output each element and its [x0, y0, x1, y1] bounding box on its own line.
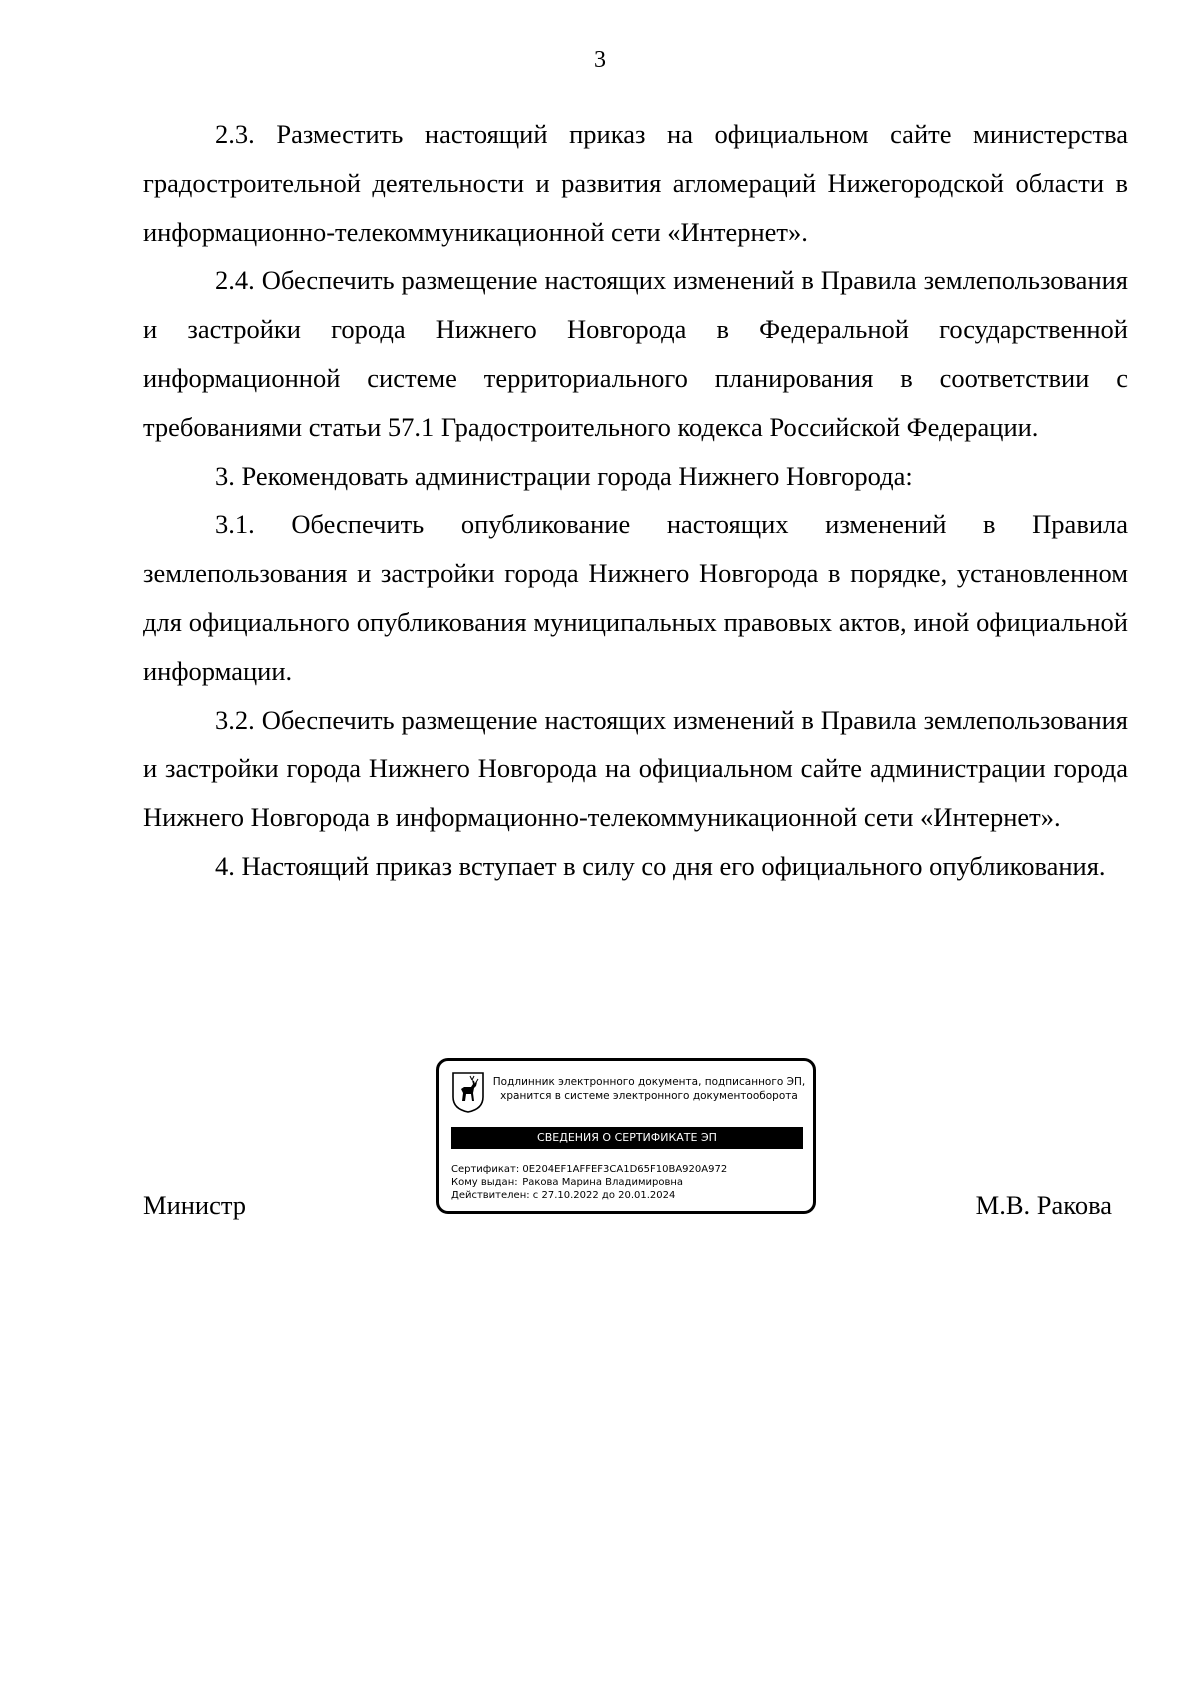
- document-body: [143, 110, 1128, 891]
- paragraph-4: 4. Настоящий приказ вступает в силу со дня его официального опубликования.: [215, 850, 1106, 881]
- certificate-label: Сертификат:: [451, 1164, 520, 1175]
- signatory-name: М.В. Ракова: [975, 1190, 1112, 1220]
- stamp-header-line-1: Подлинник электронного документа, подписанного ЭП,: [492, 1076, 806, 1088]
- paragraph-3-1: 3.1. Обеспечить опубликование настоящих изменений в Правила землепользования и застройки города Нижнего Новгорода в порядке, установленном для официального опубликования муниципальных правовых актов, иной официальной информации.: [143, 509, 1128, 686]
- stamp-row-certificate: [451, 1163, 811, 1176]
- stamp-row-owner: [451, 1176, 811, 1189]
- owner-label: Кому выдан:: [451, 1177, 518, 1188]
- stamp-header: [489, 1075, 809, 1103]
- paragraph-2-4: 2.4. Обеспечить размещение настоящих изменений в Правила землепользования и застройки города Нижнего Новгорода в Федеральной государственной информационной системе территориального планирования в соответствии с требованиями статьи 57.1 Градостроительного кодекса Российской Федерации.: [143, 265, 1128, 442]
- signatory-role: Министр: [143, 1190, 247, 1220]
- stamp-certificate-bar: СВЕДЕНИЯ О СЕРТИФИКАТЕ ЭП: [451, 1127, 803, 1149]
- stamp-row-validity: [451, 1189, 811, 1202]
- page-number: 3: [594, 47, 606, 73]
- paragraph-3: 3. Рекомендовать администрации города Нижнего Новгорода:: [215, 460, 913, 491]
- stamp-header-line-2: хранится в системе электронного документооборота: [500, 1090, 798, 1102]
- nizhny-novgorod-deer-emblem-icon: [451, 1071, 485, 1113]
- electronic-signature-stamp: [436, 1058, 816, 1214]
- stamp-certificate-details: [451, 1163, 811, 1202]
- paragraph-2-3: 2.3. Разместить настоящий приказ на официальном сайте министерства градостроительной деятельности и развития агломераций Нижегородской области в информационно-телекоммуникационной сети «Интернет».: [143, 119, 1128, 247]
- certificate-value: 0E204EF1AFFEF3CA1D65F10BA920A972: [522, 1164, 728, 1175]
- paragraph-3-2: 3.2. Обеспечить размещение настоящих изменений в Правила землепользования и застройки города Нижнего Новгорода на официальном сайте администрации города Нижнего Новгорода в информационно-телекоммуникационной сети «Интернет».: [143, 704, 1128, 833]
- owner-value: Ракова Марина Владимировна: [522, 1177, 684, 1188]
- validity-value: с 27.10.2022 до 20.01.2024: [532, 1190, 676, 1201]
- validity-label: Действителен:: [451, 1190, 530, 1201]
